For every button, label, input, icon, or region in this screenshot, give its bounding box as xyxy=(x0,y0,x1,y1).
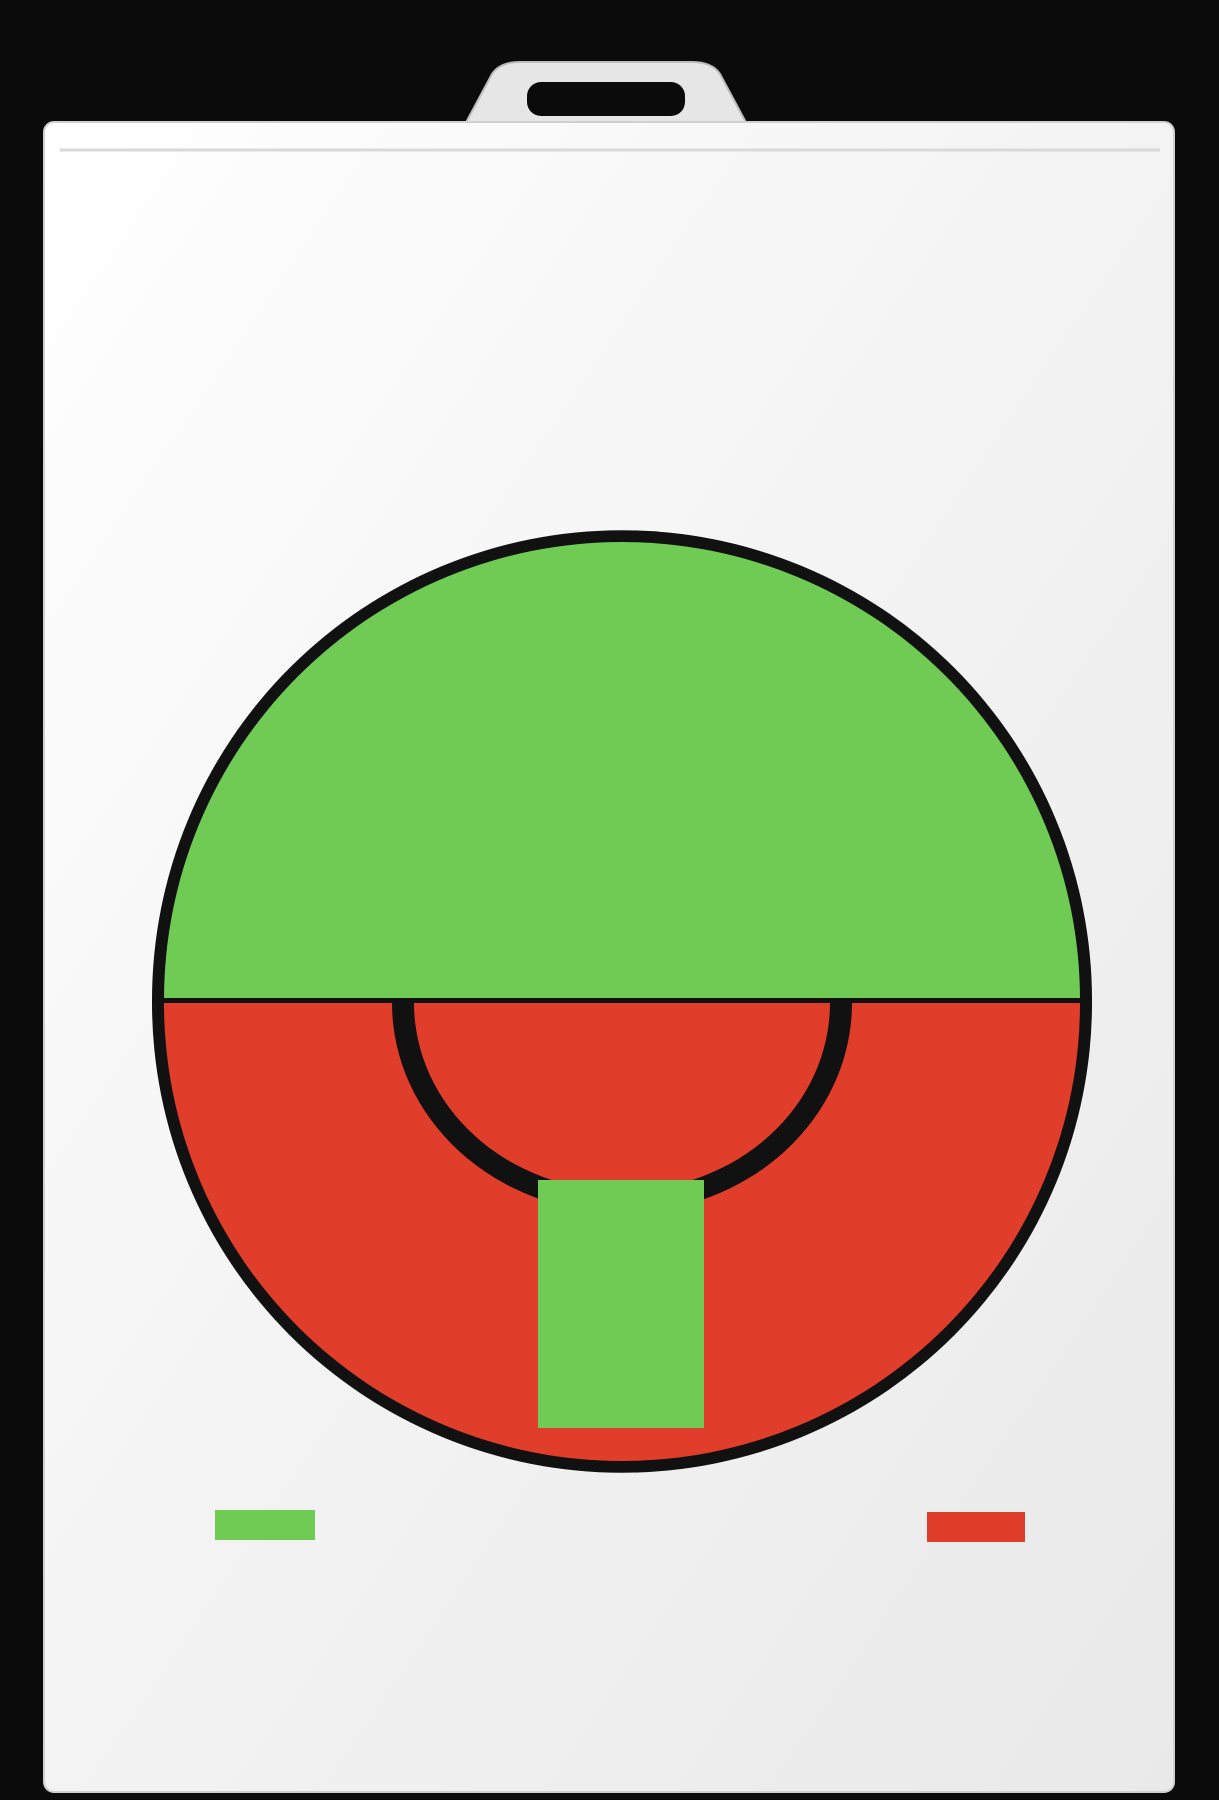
red-swatch xyxy=(927,1512,1025,1542)
society-diagram xyxy=(152,530,1092,1473)
green-swatch xyxy=(215,1510,315,1540)
organisation-address xyxy=(740,464,1086,485)
bag-handle xyxy=(462,62,750,130)
